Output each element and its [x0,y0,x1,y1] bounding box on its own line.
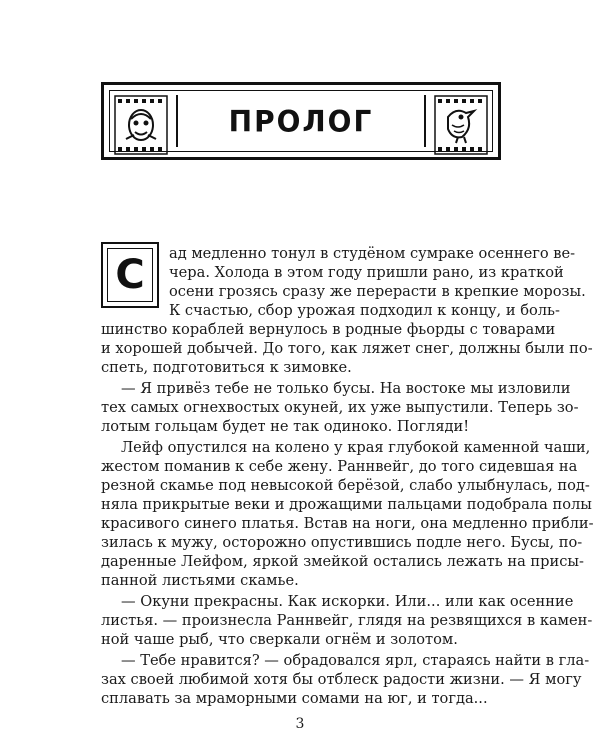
bird-ornament-icon [434,95,488,155]
text-line: сплавать за мраморными сомами на юг, и тогда... [101,690,488,707]
text-line: спеть, подготовиться к зимовке. [101,359,352,376]
text-line: — Тебе нравится? — обрадовался ярл, стараясь найти в гла- [121,652,590,669]
text-line: тех самых огнехвостых окуней, их уже выпустили. Теперь зо- [101,399,579,416]
text-line: красивого синего платья. Встав на ноги, она медленно прибли- [101,515,594,532]
text-line: шинство кораблей вернулось в родные фьорды с товарами [101,321,556,338]
drop-cap-frame [101,242,159,308]
page-number: 3 [295,716,305,732]
text-line: — Окуни прекрасны. Как искорки. Или... или как осенние [121,593,574,610]
text-line: и хорошей добычей. До того, как ляжет снег, должны были по- [101,340,593,357]
text-line: панной листьями скамье. [101,572,299,589]
text-line: зилась к мужу, осторожно опустившись подле него. Бусы, по- [101,534,583,551]
warrior-mask-ornament-icon [114,95,168,155]
text-line: листья. — произнесла Раннвейг, глядя на резвящихся в камен- [101,612,593,629]
text-line: зах своей любимой хотя бы отблеск радости жизни. — Я могу [101,671,582,688]
drop-cap-letter: С [115,252,145,298]
text-line: чера. Холода в этом году пришли рано, из краткой [169,264,564,281]
chapter-title: ПРОЛОГ [228,103,374,139]
text-line: Лейф опустился на колено у края глубокой каменной чаши, [121,439,591,456]
text-line: даренные Лейфом, яркой змейкой остались лежать на присы- [101,553,584,570]
text-line: ной чаше рыб, что сверкали огнём и золотом. [101,631,458,648]
drop-cap-inner [107,248,153,302]
chapter-header-inner [109,90,493,152]
text-line: К счастью, сбор урожая подходил к концу, и боль- [169,302,560,319]
text-line: жестом поманив к себе жену. Раннвейг, до того сидевшая на [101,458,578,475]
title-box [176,95,426,147]
text-line: — Я привёз тебе не только бусы. На востоке мы изловили [121,380,571,397]
text-line: осени грозясь сразу же перерасти в крепкие морозы. [169,283,586,300]
chapter-header [101,82,501,160]
text-line: няла прикрытые веки и дрожащими пальцами подобрала полы [101,496,592,513]
text-line: ад медленно тонул в студёном сумраке осеннего ве- [169,245,576,262]
text-line: резной скамье под невысокой берёзой, слабо улыбнулась, под- [101,477,590,494]
text-line: лотым гольцам будет не так одиноко. Погляди! [101,418,470,435]
